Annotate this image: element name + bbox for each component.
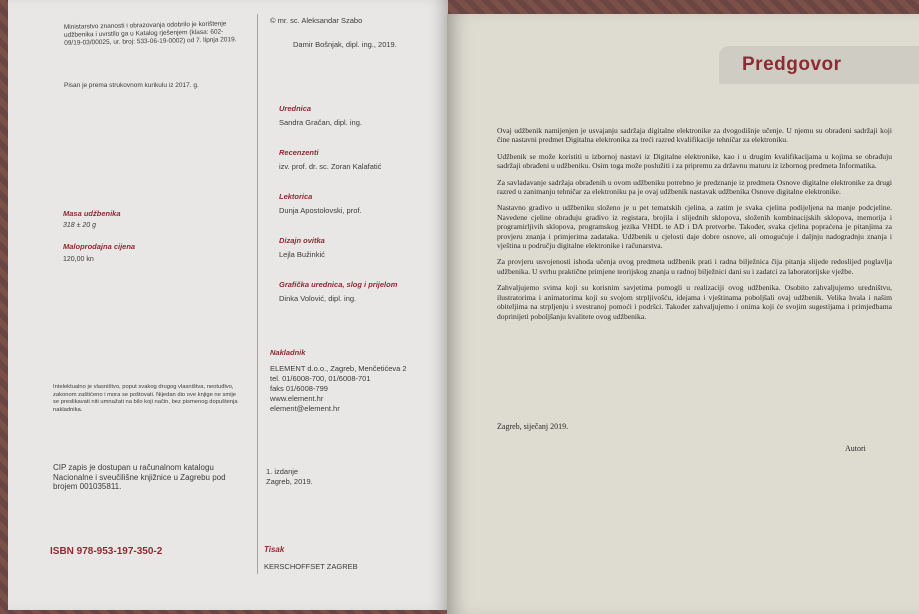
publisher-line: ELEMENT d.o.o., Zagreb, Menčetićeva 2 — [270, 364, 407, 373]
coauthor-line: Damir Bošnjak, dipl. ing., 2019. — [293, 40, 397, 49]
credit-entry — [279, 280, 448, 303]
credit-entry — [279, 192, 448, 215]
publisher-line: www.element.hr — [270, 394, 324, 403]
preface-paragraph: Ovaj udžbenik namijenjen je usvajanju sadržaja digitalne elektronike za dvogodišnje učenje. U njemu su obrađeni sadržaji koji čine nastavni predmet Digitalna elektronika za treći razred kvalifikacije tehničar za elektroniku. — [497, 126, 892, 145]
edition: 1. izdanje — [266, 467, 299, 476]
preface-body — [497, 126, 892, 328]
preface-paragraph: Za savladavanje sadržaja obrađenih u ovom udžbeniku potrebno je predznanje iz predmeta Osnove digitalne elektronike za drugi razred u zanimanju tehničar za elektroniku pa je ovaj udžbenik nastavak udžbenika Osnove digitalne elektronike. — [497, 177, 892, 197]
legal-note: Intelektualno je vlasništvo, poput svakog drugog vlasništva, neotuđivo, zakonom zaštićeno i mora se poštovati. Nijedan dio ove knjige ne smije se preslikavati niti umnažati na bilo koji način, bez pismenog dopuštenja nakladnika. — [53, 384, 238, 413]
credit-value: Dunja Apostolovski, prof. — [279, 206, 362, 215]
edition-place: Zagreb, 2019. — [266, 477, 313, 486]
ministry-approval-note: Ministarstvo znanosti i obrazovanja odobrilo je korištenje udžbenika i uvrstilo ga u Katalog rješenjem (klasa: 602-09/19-03/00025, ur. broj: 533-06-19-0002) od 7. lipnja 2019. — [63, 20, 237, 47]
print-label: Tisak — [264, 545, 285, 554]
print-value: KERSCHOFFSET ZAGREB — [264, 562, 358, 571]
credit-entry — [279, 236, 448, 259]
mass-label: Masa udžbenika — [63, 209, 121, 218]
credit-label: Grafička urednica, slog i prijelom — [279, 280, 398, 289]
publisher-line: tel. 01/6008-700, 01/6008-701 — [270, 374, 371, 383]
left-page — [8, 0, 448, 610]
right-page — [447, 14, 919, 614]
credit-entry — [279, 148, 448, 171]
copyright-line: © mr. sc. Aleksandar Szabo — [270, 16, 363, 25]
column-divider — [257, 14, 258, 574]
credit-value: Lejla Bužinkić — [279, 250, 325, 259]
edition-block — [266, 467, 313, 487]
mass-value: 318 ± 20 g — [63, 222, 97, 229]
credit-value: izv. prof. dr. sc. Zoran Kalafatić — [279, 162, 382, 171]
credit-value: Sandra Gračan, dipl. ing. — [279, 118, 362, 127]
cip-note: CIP zapis je dostupan u računalnom katalogu Nacionalne i sveučilišne knjižnice u Zagrebu pod brojem 001035811. — [53, 463, 226, 491]
preface-paragraph: Udžbenik se može koristiti u izbornoj nastavi iz Digitalne elektronike, kao i u drugim kvalifikacijama u kojima se obrađuju sadržaji obrađeni u udžbeniku. Osim toga može poslužiti i za pripremu za državnu maturu iz izbornog predmeta Informatika. — [497, 151, 892, 171]
publisher-line: element@element.hr — [270, 404, 340, 413]
credit-entry — [279, 104, 448, 127]
credits-list — [279, 104, 448, 324]
signature: Autori — [845, 444, 866, 453]
publisher-block — [270, 348, 448, 414]
preface-paragraph: Nastavno gradivo u udžbeniku složeno je u pet tematskih cjelina, a zatim je svaka cjelina podijeljena na manje podcjeline. Navedene cjeline obrađuju gradivo iz registara, brojila i slijednih sklopova, složenih kombinacijskih sklopova, memorija i programirljivih sklopova, programskog jezika VHDL te AD i DA pretvorbe. Također, svaka cjelina popraćena je pitanjima za provjeru znanja i primjerima zadataka. Udžbenik u cjelosti daje dobre osnove, ali omogućuje i daljnju nadogradnju znanja i vještina u području digitalne elektronike i računarstva. — [497, 203, 892, 251]
date-line: Zagreb, siječanj 2019. — [497, 422, 569, 431]
credit-label: Urednica — [279, 104, 312, 113]
credit-value: Dinka Volović, dipl. ing. — [279, 294, 357, 303]
publisher-label: Nakladnik — [270, 348, 306, 357]
price-value: 120,00 kn — [63, 256, 94, 263]
preface-paragraph: Za provjeru usvojenosti ishoda učenja ovog predmeta udžbenik prati i radna bilježnica čija pitanja slijede redoslijed poglavlja udžbenika. U svrhu praktične primjene teorijskog znanja u radnoj bilježnici dani su i zadatci za laboratorijske vježbe. — [497, 257, 892, 276]
credit-label: Dizajn ovitka — [279, 236, 325, 245]
page-title: Predgovor — [742, 54, 842, 75]
isbn: ISBN 978-953-197-350-2 — [50, 546, 163, 557]
credit-label: Lektorica — [279, 192, 313, 201]
credit-label: Recenzenti — [279, 148, 319, 157]
publisher-line: faks 01/6008-799 — [270, 384, 328, 393]
preface-paragraph: Zahvaljujemo svima koji su korisnim savjetima pomogli u realizaciji ovog udžbenika. Osobito zahvaljujemo uredništvu, ilustratorima i animatorima koji su svojom strpljivošću, idejama i vještinama poboljšali ovaj udžbenik. Velika hvala i našim obiteljima na strpljenju i svestranoj pomoći i podršci. Također zahvaljujemo i onima koji će svojim sugestijama i primjedbama doprinijeti poboljšanju kvalitete ovog udžbenika. — [497, 283, 892, 321]
curriculum-note: Pisan je prema strukovnom kurikulu iz 2017. g. — [64, 82, 199, 89]
price-label: Maloprodajna cijena — [63, 242, 136, 251]
